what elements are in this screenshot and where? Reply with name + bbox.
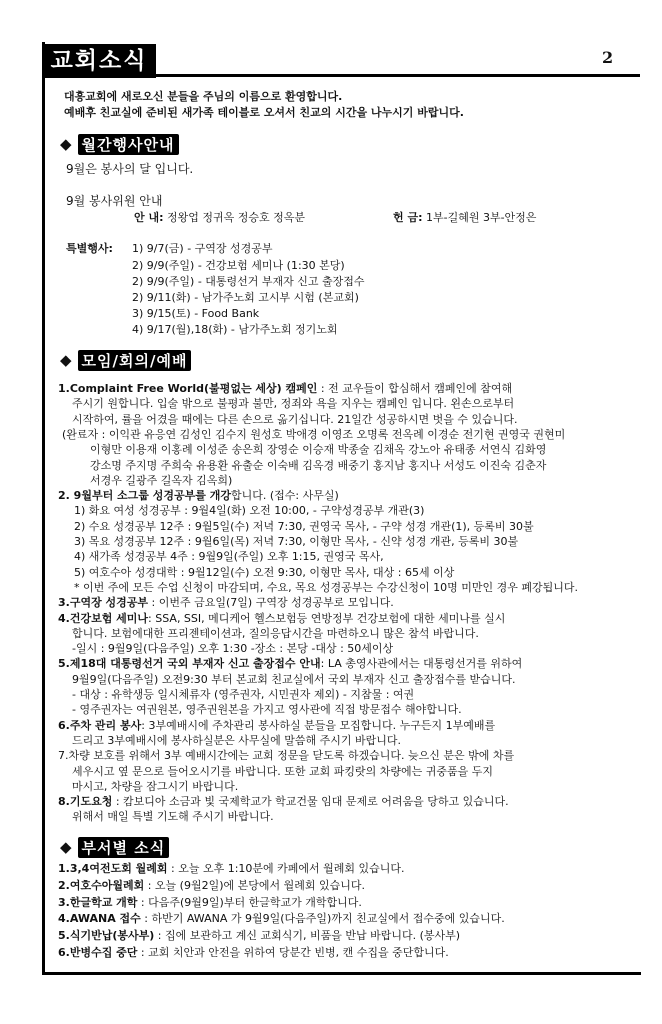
notice-text: : SSA, SSI, 메디케어 헬스보험등 연방정부 건강보험에 대한 세미나를 실시 — [148, 611, 506, 625]
notice-text: : 하반기 AWANA 가 9월9일(다음주일)까지 친교실에서 접수중에 있습니다. — [140, 912, 505, 926]
event-item: 2) 9/11(화) - 남가주노회 고시부 시험 (본교회) — [132, 291, 359, 304]
notice-line — [58, 489, 339, 503]
notice-text: : 이번주 금요일(7일) 구역장 성경공부로 모입니다. — [148, 596, 394, 610]
notice-line — [74, 581, 578, 595]
diamond-icon: ◆ — [60, 351, 72, 369]
page-title: 교회소식 — [42, 44, 156, 78]
department-line — [58, 896, 362, 910]
notice-text: 합니다. (접수: 사무실) — [230, 489, 339, 503]
notice-text: 9월9일(다음주일) 오전9:30 부터 본교회 친교실에서 국외 부재자 신고 출장접수를 받습니다. — [72, 672, 516, 686]
notice-line — [58, 612, 505, 626]
notice-text: 서경우 길광주 길옥자 김옥희) — [90, 473, 233, 487]
event-item: 3) 9/15(토) - Food Bank — [132, 307, 260, 320]
department-line — [58, 946, 449, 960]
notice-line — [58, 657, 522, 671]
notice-line — [72, 627, 479, 641]
notice-line — [90, 459, 546, 473]
notice-text: 3) 목요 성경공부 12주 : 9월6일(목) 저녁 7:30, 이형만 목사, - 신약 성경 개관, 등록비 30불 — [74, 535, 519, 548]
event-item: 2) 9/9(주일) - 대통령선거 부재자 신고 출장접수 — [132, 275, 365, 288]
department-line — [58, 912, 505, 926]
notice-line — [90, 474, 232, 488]
welcome-line-1: 대흥교회에 새로오신 분들을 주님의 이름으로 환영합니다. — [64, 90, 343, 103]
notice-text: 강소명 주지명 주희숙 유용환 유출순 이숙배 김옥경 배중기 홍지남 홍지나 서성도 이진숙 김춘자 — [90, 458, 547, 472]
notice-text: 합니다. 보험에대한 프리젠테이션과, 질의응답시간을 마련하오니 많은 참석 바랍니다. — [72, 626, 479, 640]
notice-text: : LA 총영사관에서는 대통령선거를 위하여 — [320, 657, 523, 671]
notice-text: 주시기 원합니다. 입술 밖으로 불평과 불만, 정죄와 욕을 지우는 캠페인 입니다. 왼손으로부터 — [72, 397, 515, 411]
notice-heading: 4.AWANA 접수 — [58, 912, 141, 926]
notice-heading: 4.건강보험 세미나 — [58, 611, 149, 625]
section-departments — [60, 836, 169, 858]
usher-row — [134, 211, 305, 225]
notice-text: 시작하여, 률을 어겼을 때에는 다른 손으로 옮기십니다. 21일간 성공하시면 벗을 수 있습니다. — [72, 412, 518, 426]
notice-text: 이형만 이용재 이홍례 이성준 송은희 장영순 이승재 박종술 김채옥 강노아 유태종 서연식 김화영 — [90, 443, 547, 457]
usher-label: 안 내: — [134, 211, 164, 224]
section-title: 월간행사안내 — [78, 134, 179, 155]
notice-text: 드리고 3부예배시에 봉사하실분은 사무실에 말씀해 주시기 바랍니다. — [72, 733, 402, 747]
notice-line — [58, 382, 512, 396]
notice-text: : 집에 보관하고 계신 교회식기, 비품을 반납 바랍니다. (봉사부) — [154, 929, 461, 943]
notice-text: : 오늘 오후 1:10분에 카페에서 월례회 있습니다. — [167, 862, 405, 875]
diamond-icon: ◆ — [60, 135, 72, 153]
notice-line — [72, 734, 401, 748]
notice-line — [58, 749, 514, 763]
notice-text: : 전 교우들이 합심해서 캠페인에 참여해 — [317, 382, 513, 395]
welcome-line-2: 예배후 친교실에 준비된 새가족 테이블로 오셔서 친교의 시간을 나누시기 바랍니다. — [64, 106, 464, 119]
notice-heading: 3.구역장 성경공부 — [58, 596, 149, 610]
notice-text: : 3부예배시에 주차관리 봉사하실 분들을 모집합니다. 누구든지 1부예배를 — [141, 718, 496, 732]
notice-line — [74, 550, 384, 564]
section-title: 모임/회의/예배 — [78, 350, 192, 371]
notice-heading: 1.3,4여전도회 월례회 — [58, 862, 168, 875]
notice-line — [58, 719, 495, 733]
notice-heading: 6.반병수집 중단 — [58, 946, 138, 959]
month-theme: 9월은 봉사의 달 입니다. — [66, 162, 194, 176]
notice-line — [58, 596, 394, 610]
notice-text: * 이번 주에 모든 수업 신청이 마감되며, 수요, 목요 성경공부는 수강신청이 10명 미만인 경우 폐강됩니다. — [74, 580, 578, 594]
volunteer-heading: 9월 봉사위원 안내 — [66, 194, 163, 208]
notice-heading: 5.제18대 대통령선거 국외 부재자 신고 출장접수 안내 — [58, 657, 321, 671]
notice-line — [74, 504, 424, 518]
notice-heading: 1.Complaint Free World(불평없는 세상) 캠페인 — [58, 382, 318, 395]
offering-names: 1부-길혜원 3부-안정은 — [425, 211, 537, 224]
notice-text: 마시고, 차량을 잠그시기 바랍니다. — [72, 779, 239, 793]
notice-text: - 대상 : 유학생등 일시체류자 (영주권자, 시민권자 제외) - 지참물 : 여권 — [72, 688, 415, 701]
notice-line — [72, 810, 274, 824]
notice-text: - 영주권자는 여권원본, 영주권원본을 가지고 영사관에 직접 방문접수 해야합니다. — [72, 703, 462, 717]
event-item: 4) 9/17(월),18(화) - 남가주노회 정기노회 — [132, 323, 338, 336]
special-events-label: 특별행사: — [66, 242, 113, 255]
notice-text: 1) 화요 여성 성경공부 : 9월4일(화) 오전 10:00, - 구약성경공부 개관(3) — [74, 504, 425, 518]
notice-line — [72, 765, 493, 779]
notice-line — [72, 397, 514, 411]
department-line — [58, 879, 365, 893]
notice-heading: 2. 9월부터 소그룹 성경공부를 개강 — [58, 489, 231, 503]
offering-label: 헌 금: — [393, 211, 423, 224]
notice-text: (완료자 : 이익관 유응연 김성인 김수지 원성호 박애경 이영조 오명록 전옥례 이경순 전기현 권영국 권현미 — [62, 427, 566, 441]
notice-line — [72, 673, 516, 687]
notice-text: : 캄보디아 소금과 빛 국제학교가 학교건물 임대 문제로 어려움을 당하고 있습니다. — [112, 795, 509, 809]
notice-line — [72, 688, 414, 702]
notice-heading: 5.식기반납(봉사부) — [58, 929, 155, 943]
notice-text: 7.차량 보호를 위해서 3부 예배시간에는 교회 정문을 닫도록 하겠습니다. 늦으신 분은 밖에 차를 — [58, 749, 515, 763]
section-monthly-events — [60, 133, 179, 155]
page-number: 2 — [602, 48, 614, 67]
department-line — [58, 929, 460, 943]
notice-text: -일시 : 9월9일(다음주일) 오후 1:30 -장소 : 본당 -대상 : 50세이상 — [72, 642, 394, 656]
usher-names: 정왕업 정귀옥 정승호 정옥분 — [166, 211, 305, 224]
event-item: 2) 9/9(주일) - 건강보험 세미나 (1:30 본당) — [132, 259, 345, 272]
notice-line — [58, 795, 509, 809]
notice-line — [72, 413, 517, 427]
notice-heading: 8.기도요청 — [58, 795, 113, 809]
department-line — [58, 862, 405, 876]
notice-heading: 2.여호수아월례회 — [58, 878, 145, 892]
event-item: 1) 9/7(금) - 구역장 성경공부 — [132, 242, 273, 255]
notice-line — [74, 520, 534, 534]
diamond-icon: ◆ — [60, 838, 72, 856]
offering-row — [393, 211, 536, 225]
notice-heading: 3.한글학교 개학 — [58, 895, 138, 909]
notice-line — [72, 703, 462, 717]
notice-text: 세우시고 옆 문으로 들어오시기를 바랍니다. 또한 교회 파킹랏의 차량에는 귀중품을 두지 — [72, 764, 493, 778]
notice-text: : 교회 치안과 안전을 위하여 당분간 빈병, 캔 수집을 중단합니다. — [137, 946, 449, 959]
section-title: 부서별 소식 — [78, 837, 170, 858]
notice-line — [72, 642, 393, 656]
section-meetings — [60, 349, 191, 371]
notice-text: 5) 여호수아 성경대학 : 9월12일(수) 오전 9:30, 이형만 목사, 대상 : 65세 이상 — [74, 565, 455, 579]
notice-text: 2) 수요 성경공부 12주 : 9월5일(수) 저녁 7:30, 권영국 목사, - 구약 성경 개관(1), 등록비 30불 — [74, 519, 534, 533]
notice-text: 4) 새가족 성경공부 4주 : 9월9일(주일) 오후 1:15, 권영국 목사, — [74, 550, 384, 564]
notice-line — [74, 535, 518, 549]
notice-line — [90, 443, 546, 457]
notice-line — [62, 428, 565, 442]
notice-heading: 6.주차 관리 봉사 — [58, 718, 142, 732]
notice-line — [72, 780, 238, 794]
notice-text: : 다음주(9월9일)부터 한글학교가 개학합니다. — [137, 895, 362, 909]
notice-line — [74, 566, 454, 580]
notice-text: : 오늘 (9월2일)에 본당에서 월례회 있습니다. — [144, 878, 365, 892]
notice-text: 위해서 매일 특별 기도해 주시기 바랍니다. — [72, 810, 274, 824]
